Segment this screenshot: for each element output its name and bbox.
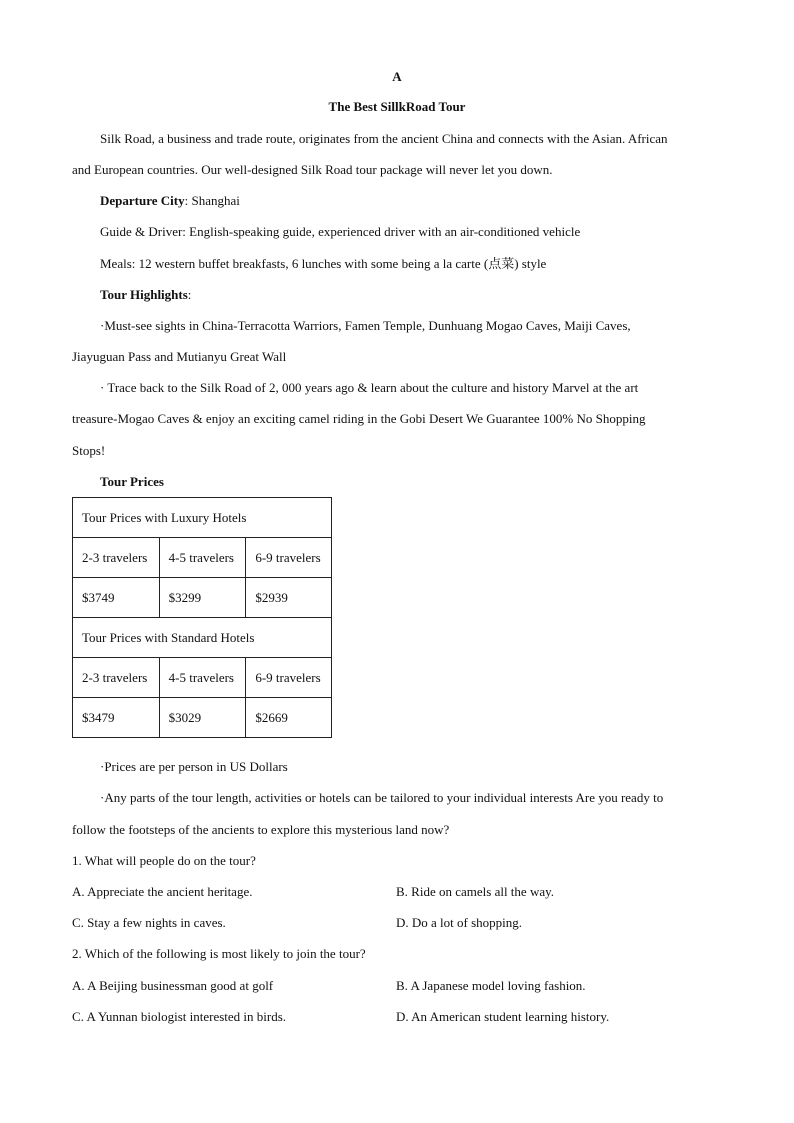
price-table [72, 497, 332, 738]
table-row [73, 498, 332, 538]
table-row [73, 578, 332, 618]
question-1-option-b: B. Ride on camels all the way. [396, 884, 555, 899]
highlight-2-line-2: treasure-Mogao Caves & enjoy an exciting camel riding in the Gobi Desert We Guarantee 100% No Shopping [72, 411, 646, 426]
note-2-line-2: follow the footsteps of the ancients to explore this mysterious land now? [72, 822, 450, 837]
luxury-group-cell: 4-5 travelers [159, 538, 246, 578]
standard-price-cell: $2669 [246, 698, 332, 738]
highlight-2-line-1: · Trace back to the Silk Road of 2, 000 years ago & learn about the culture and history Marvel at the art [100, 380, 639, 395]
standard-title-cell: Tour Prices with Standard Hotels [73, 618, 332, 658]
luxury-title-cell: Tour Prices with Luxury Hotels [73, 498, 332, 538]
table-row [73, 618, 332, 658]
question-2-option-b: B. A Japanese model loving fashion. [396, 978, 586, 993]
question-1-option-d: D. Do a lot of shopping. [396, 915, 523, 930]
luxury-price-cell: $2939 [246, 578, 332, 618]
standard-group-cell: 4-5 travelers [159, 658, 246, 698]
question-1-option-c: C. Stay a few nights in caves. [72, 915, 226, 930]
highlight-1-line-1: ·Must-see sights in China-Terracotta Warriors, Famen Temple, Dunhuang Mogao Caves, Maiji Caves, [100, 318, 631, 333]
meals: Meals: 12 western buffet breakfasts, 6 lunches with some being a la carte (点菜) style [100, 256, 547, 271]
standard-price-cell: $3029 [159, 698, 246, 738]
table-row [73, 698, 332, 738]
highlights-label: Tour Highlights [100, 287, 188, 302]
highlights-colon: : [187, 287, 192, 302]
departure-city [100, 192, 240, 210]
luxury-price-cell: $3299 [159, 578, 246, 618]
question-2-option-c: C. A Yunnan biologist interested in birds. [72, 1009, 287, 1024]
question-1-stem: 1. What will people do on the tour? [72, 853, 256, 868]
luxury-group-cell: 6-9 travelers [246, 538, 332, 578]
question-1-option-a: A. Appreciate the ancient heritage. [72, 884, 253, 899]
intro-line-2: and European countries. Our well-designed Silk Road tour package will never let you down. [72, 162, 553, 177]
intro-line-1: Silk Road, a business and trade route, originates from the ancient China and connects with the Asian. African [100, 131, 668, 146]
note-1: ·Prices are per person in US Dollars [100, 759, 288, 774]
standard-price-cell: $3479 [73, 698, 160, 738]
highlight-1-line-2: Jiayuguan Pass and Mutianyu Great Wall [72, 349, 287, 364]
departure-label: Departure City [100, 193, 185, 208]
standard-group-cell: 2-3 travelers [73, 658, 160, 698]
page-title: The Best SillkRoad Tour [328, 99, 466, 114]
standard-group-cell: 6-9 travelers [246, 658, 332, 698]
question-2-option-a: A. A Beijing businessman good at golf [72, 978, 274, 993]
tour-prices-heading: Tour Prices [100, 474, 164, 489]
table-row [73, 658, 332, 698]
highlights-heading [100, 286, 191, 304]
luxury-group-cell: 2-3 travelers [73, 538, 160, 578]
question-2-stem: 2. Which of the following is most likely to join the tour? [72, 946, 366, 961]
luxury-price-cell: $3749 [73, 578, 160, 618]
question-2-option-d: D. An American student learning history. [396, 1009, 610, 1024]
section-letter: A [392, 69, 402, 84]
departure-value: : Shanghai [184, 193, 240, 208]
highlight-2-line-3: Stops! [72, 443, 106, 458]
note-2-line-1: ·Any parts of the tour length, activities or hotels can be tailored to your individual interests Are you ready to [100, 790, 664, 805]
guide-driver: Guide & Driver: English-speaking guide, experienced driver with an air-conditioned vehicle [100, 224, 581, 239]
table-row [73, 538, 332, 578]
